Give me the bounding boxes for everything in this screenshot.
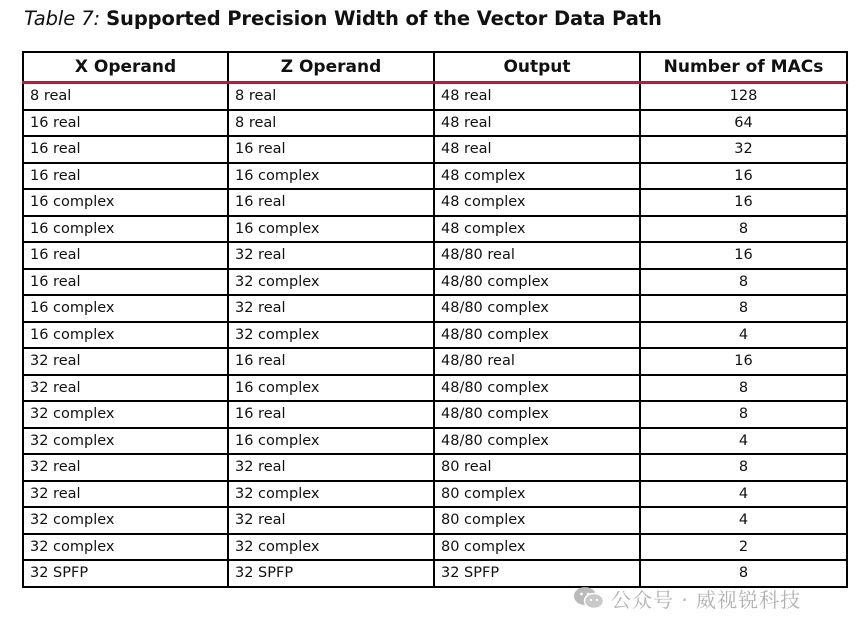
output-cell: 48/80 complex: [434, 269, 640, 296]
output-cell: 48/80 real: [434, 242, 640, 269]
output-cell: 48 complex: [434, 216, 640, 243]
x-operand-cell: 32 complex: [23, 401, 228, 428]
x-operand-cell: 32 real: [23, 375, 228, 402]
x-operand-cell: 16 complex: [23, 189, 228, 216]
macs-cell: 8: [640, 216, 847, 243]
macs-cell: 8: [640, 269, 847, 296]
table-row: [23, 560, 847, 587]
watermark-text: 公众号 · 威视锐科技: [611, 587, 802, 612]
table-row: [23, 481, 847, 508]
output-cell: 48/80 complex: [434, 375, 640, 402]
z-operand-cell: 32 complex: [228, 322, 434, 349]
table-body: [23, 83, 847, 587]
z-operand-cell: 32 real: [228, 295, 434, 322]
table-row: [23, 163, 847, 190]
x-operand-cell: 16 complex: [23, 216, 228, 243]
table-row: [23, 110, 847, 137]
output-cell: 48 complex: [434, 163, 640, 190]
z-operand-cell: 16 complex: [228, 375, 434, 402]
x-operand-cell: 16 complex: [23, 322, 228, 349]
precision-table: [22, 51, 848, 588]
header-z-operand: Z Operand: [228, 52, 434, 83]
macs-cell: 8: [640, 401, 847, 428]
table-row: [23, 269, 847, 296]
output-cell: 48/80 complex: [434, 322, 640, 349]
table-caption: [24, 6, 662, 32]
macs-cell: 16: [640, 348, 847, 375]
table-row: [23, 242, 847, 269]
table-row: [23, 83, 847, 110]
table-row: [23, 375, 847, 402]
macs-cell: 8: [640, 375, 847, 402]
macs-cell: 4: [640, 322, 847, 349]
header-number-of-macs: Number of MACs: [640, 52, 847, 83]
z-operand-cell: 16 complex: [228, 428, 434, 455]
z-operand-cell: 16 real: [228, 348, 434, 375]
table-row: [23, 401, 847, 428]
table-row: [23, 189, 847, 216]
x-operand-cell: 32 complex: [23, 428, 228, 455]
output-cell: 80 complex: [434, 534, 640, 561]
table-row: [23, 454, 847, 481]
table-row: [23, 136, 847, 163]
z-operand-cell: 16 real: [228, 136, 434, 163]
macs-cell: 8: [640, 560, 847, 587]
x-operand-cell: 16 real: [23, 163, 228, 190]
table-row: [23, 534, 847, 561]
header-x-operand: X Operand: [23, 52, 228, 83]
output-cell: 48/80 complex: [434, 401, 640, 428]
z-operand-cell: 32 SPFP: [228, 560, 434, 587]
table-header-row: [23, 52, 847, 83]
watermark: [573, 584, 801, 612]
z-operand-cell: 16 complex: [228, 163, 434, 190]
macs-cell: 16: [640, 242, 847, 269]
macs-cell: 16: [640, 163, 847, 190]
wechat-icon: [573, 585, 605, 611]
macs-cell: 4: [640, 507, 847, 534]
macs-cell: 4: [640, 428, 847, 455]
macs-cell: 16: [640, 189, 847, 216]
z-operand-cell: 32 real: [228, 242, 434, 269]
z-operand-cell: 8 real: [228, 83, 434, 110]
macs-cell: 8: [640, 454, 847, 481]
z-operand-cell: 16 real: [228, 401, 434, 428]
table-row: [23, 216, 847, 243]
z-operand-cell: 8 real: [228, 110, 434, 137]
header-output: Output: [434, 52, 640, 83]
output-cell: 48/80 real: [434, 348, 640, 375]
table-row: [23, 322, 847, 349]
x-operand-cell: 16 real: [23, 242, 228, 269]
output-cell: 48/80 complex: [434, 428, 640, 455]
x-operand-cell: 32 real: [23, 454, 228, 481]
z-operand-cell: 32 complex: [228, 481, 434, 508]
output-cell: 80 real: [434, 454, 640, 481]
table-row: [23, 348, 847, 375]
z-operand-cell: 16 complex: [228, 216, 434, 243]
macs-cell: 8: [640, 295, 847, 322]
x-operand-cell: 16 real: [23, 269, 228, 296]
z-operand-cell: 32 complex: [228, 269, 434, 296]
macs-cell: 32: [640, 136, 847, 163]
output-cell: 48/80 complex: [434, 295, 640, 322]
x-operand-cell: 32 complex: [23, 507, 228, 534]
table-row: [23, 507, 847, 534]
x-operand-cell: 32 SPFP: [23, 560, 228, 587]
table-row: [23, 295, 847, 322]
output-cell: 48 real: [434, 110, 640, 137]
x-operand-cell: 8 real: [23, 83, 228, 110]
output-cell: 48 complex: [434, 189, 640, 216]
x-operand-cell: 16 real: [23, 136, 228, 163]
z-operand-cell: 32 real: [228, 507, 434, 534]
x-operand-cell: 32 real: [23, 481, 228, 508]
z-operand-cell: 32 real: [228, 454, 434, 481]
x-operand-cell: 16 complex: [23, 295, 228, 322]
z-operand-cell: 32 complex: [228, 534, 434, 561]
macs-cell: 128: [640, 83, 847, 110]
macs-cell: 2: [640, 534, 847, 561]
table-row: [23, 428, 847, 455]
output-cell: 32 SPFP: [434, 560, 640, 587]
x-operand-cell: 32 complex: [23, 534, 228, 561]
macs-cell: 64: [640, 110, 847, 137]
x-operand-cell: 32 real: [23, 348, 228, 375]
output-cell: 80 complex: [434, 507, 640, 534]
caption-label: Table 7:: [24, 7, 100, 30]
z-operand-cell: 16 real: [228, 189, 434, 216]
output-cell: 48 real: [434, 83, 640, 110]
output-cell: 80 complex: [434, 481, 640, 508]
output-cell: 48 real: [434, 136, 640, 163]
x-operand-cell: 16 real: [23, 110, 228, 137]
macs-cell: 4: [640, 481, 847, 508]
caption-title: Supported Precision Width of the Vector Data Path: [106, 7, 662, 30]
